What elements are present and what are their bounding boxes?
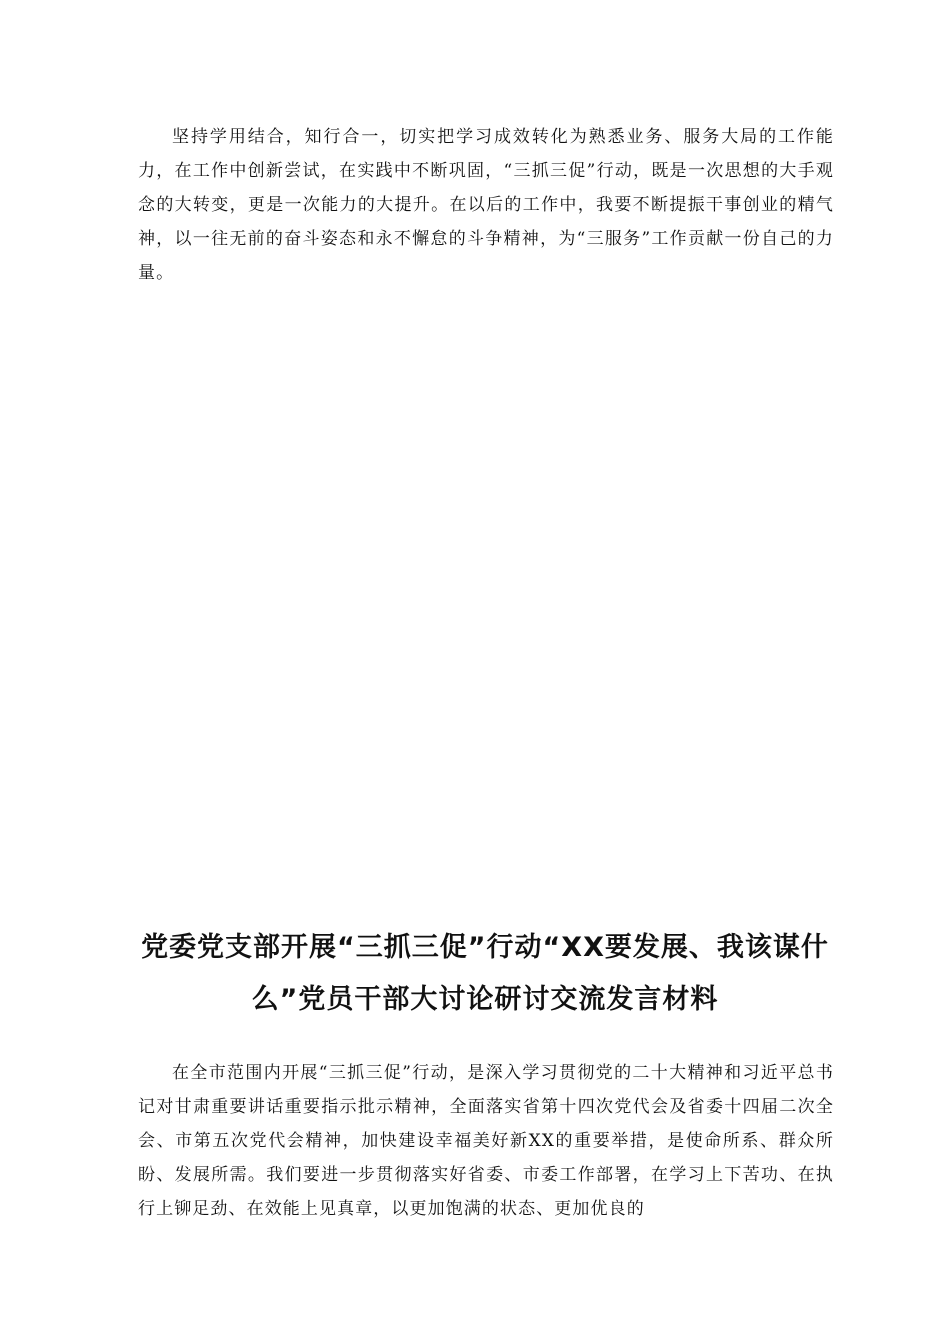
document-title: 党委党支部开展“三抓三促”行动“XX要发展、我该谋什么”党员干部大讨论研讨交流发言材料 xyxy=(141,932,829,1015)
body-paragraph-bottom: 在全市范围内开展“三抓三促”行动，是深入学习贯彻党的二十大精神和习近平总书记对甘肃重要讲话重要指示批示精神，全面落实省第十四次党代会及省委十四届二次全会、市第五次党代会精神，加快建设幸福美好新XX的重要举措，是使命所系、群众所盼、发展所需。我们要进一步贯彻落实好省委、市委工作部署，在学习上下苦功、在执行上铆足劲、在效能上见真章，以更加饱满的状态、更加优良的 xyxy=(138,1063,834,1219)
body-paragraph-top: 坚持学用结合，知行合一，切实把学习成效转化为熟悉业务、服务大局的工作能力，在工作中创新尝试，在实践中不断巩固，“三抓三促”行动，既是一次思想的大手观念的大转变，更是一次能力的大提升。在以后的工作中，我要不断提振干事创业的精气神，以一往无前的奋斗姿态和永不懈怠的斗争精神，为“三服务”工作贡献一份自己的力量。 xyxy=(138,127,834,283)
